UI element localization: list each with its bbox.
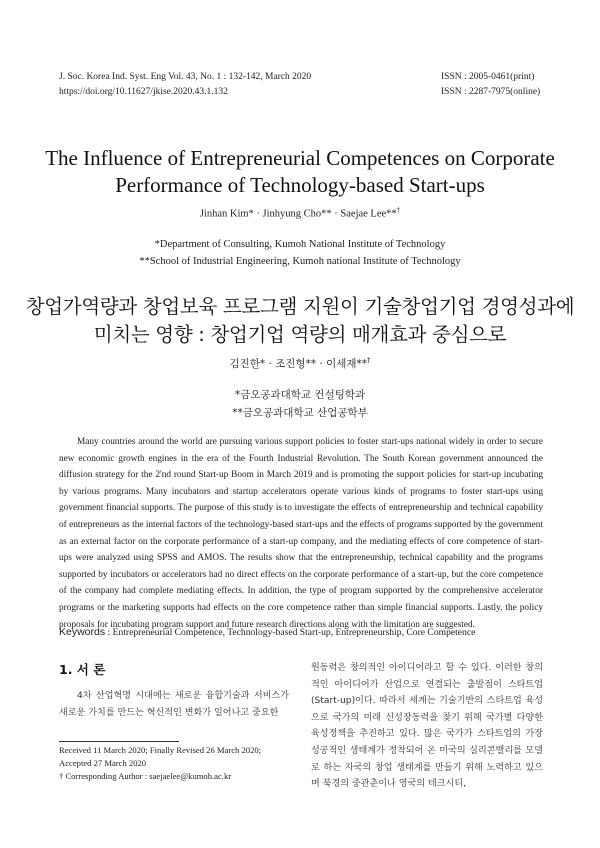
footnote-rule (59, 741, 179, 742)
keywords-separator: : (105, 627, 113, 638)
keywords-text: Entrepreneurial Competence, Technology-based Start-up, Entrepreneurship, Core Competence (112, 627, 476, 638)
corresponding-author: Corresponding Author : saejaelee@kumoh.ac.kr (63, 771, 232, 781)
korean-affiliation-1: *금오공과대학교 컨설팅학과 (234, 389, 366, 401)
footnote-received: Received 11 March 2020; Finally Revised 26 March 2020; (59, 745, 262, 755)
doi-link[interactable]: https://doi.org/10.11627/jkise.2020.43.1.132 (59, 87, 228, 97)
keywords-label: Keywords (59, 626, 106, 638)
abstract-text: Many countries around the world are pursuing various support policies to foster start-ups national widely in order to secure new economic growth engines in the era of the Fourth Industrial Revolution. The South Korean government announced the diffusion strategy for the 2'nd round Start-up Boom in March 2019 and is promoting the support policies for start-up incubating by various programs. Many incubators and startup accelerators operate various kinds of programs to foster start-ups using government financial supports. The purpose of this study is to investigate the effects of entrepreneurship and technical capability of entrepreneurs as the internal factors of the technology-based start-ups and the effects of programs supported by the government as an external factor on the corporate performance of a start-up company, and the mediating effects of core competence of start-ups were analyzed using SPSS and AMOS. The results show that the entrepreneurship, technical capability and the programs supported by incubators or accelerators had no direct effects on the corporate performance of a start-up, but the core competence of the company had complete mediating effects. In addition, the type of program supported by the comprehensive accelerator programs or the marketing supports had effects on the core competence rather than simple financial supports. Lastly, the policy proposals for incubating program support and future research directions along with the limitation are suggested. (59, 437, 543, 630)
korean-title-line2: 미치는 영향 : 창업기업 역량의 매개효과 중심으로 (93, 323, 507, 346)
intro-paragraph-col2: 원동력은 창의적인 아이디어라고 할 수 있다. 이러한 창의적인 아이디어가 산업으로 연결되는 출발점이 스타트업(Start-up)이다. 따라서 세계는 기술기반의 스타트업 육성으로 국가의 미래 신성장동력을 찾기 위해 국가별 다양한 육성정책을 추진하고 있다. 많은 국가가 스타트업의 가장 성공적인 생태계가 정착되어 온 미국의 실리콘밸리를 모델로 하는 자국의 창업 생태계를 만들기 위해 노력하고 있으며 북경의 중관춘이나 영국의 테크시티, (311, 663, 543, 790)
dagger-mark: † (396, 206, 401, 214)
dagger-mark: † (367, 356, 371, 365)
english-author-names: Jinhan Kim* · Jinhyung Cho** · Saejae Lee** (199, 208, 397, 220)
korean-author-names: 김진한* · 조진형** · 이세재** (229, 358, 368, 370)
english-title-line1: The Influence of Entrepreneurial Competences on Corporate (45, 146, 555, 170)
keywords (59, 626, 549, 638)
journal-citation: J. Soc. Korea Ind. Syst. Eng Vol. 43, No. 1 : 132-142, March 2020 (59, 72, 312, 82)
section-title-introduction: 1. 서 론 (59, 662, 106, 677)
issn-print: ISSN : 2005-0461(print) (441, 72, 535, 82)
issn-online: ISSN : 2287-7975(online) (441, 87, 541, 97)
abstract (59, 434, 543, 633)
english-authors (0, 206, 600, 220)
english-affiliation-2: **School of Industrial Engineering, Kumoh national Institute of Technology (139, 256, 461, 267)
korean-affiliation-2: **금오공과대학교 산업공학부 (232, 407, 368, 419)
english-title-line2: Performance of Technology-based Start-ups (115, 173, 485, 197)
footnote-corresponding (59, 770, 299, 783)
korean-title-line1: 창업가역량과 창업보육 프로그램 지원이 기술창업기업 경영성과에 (25, 295, 575, 318)
intro-paragraph-col1: 4차 산업혁명 시대에는 새로운 융합기술과 서비스가 새로운 가치를 만드는 혁신적인 변화가 일어나고 중요한 (59, 691, 289, 718)
footnote-accepted: Accepted 27 March 2020 (59, 758, 147, 768)
english-affiliation-1: *Department of Consulting, Kumoh National Institute of Technology (154, 239, 446, 250)
dagger-mark: † (59, 771, 64, 781)
korean-authors (0, 356, 600, 371)
